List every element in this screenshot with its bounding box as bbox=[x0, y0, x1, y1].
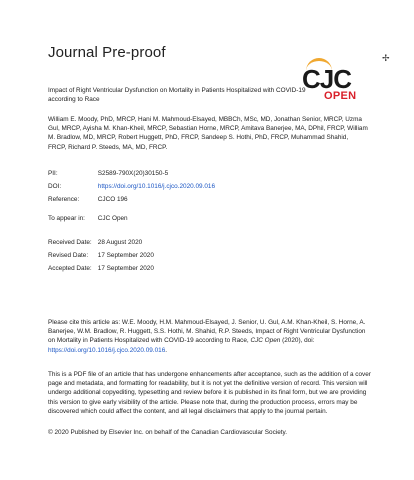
meta-label: Received Date: bbox=[48, 239, 92, 246]
meta-accepted bbox=[48, 265, 154, 272]
meta-received bbox=[48, 239, 142, 246]
article-title: Impact of Right Ventricular Dysfunction on Mortality in Patients Hospitalized with COVID-19 according to Race bbox=[48, 87, 306, 103]
meta-value: CJCO 196 bbox=[97, 196, 128, 203]
meta-label: To appear in: bbox=[48, 215, 85, 222]
citation-paragraph bbox=[48, 318, 368, 355]
citation-suffix: . bbox=[165, 346, 168, 354]
meta-reference bbox=[48, 196, 128, 203]
citation-journal: CJC Open bbox=[250, 337, 281, 345]
meta-revised bbox=[48, 252, 154, 259]
logo-main-text: CJC bbox=[302, 64, 352, 94]
citation-doi-link[interactable]: https://doi.org/10.1016/j.cjco.2020.09.016 bbox=[48, 346, 166, 354]
elsevier-tree-icon: ✢ bbox=[382, 54, 390, 64]
meta-appear bbox=[48, 215, 128, 222]
meta-pii bbox=[48, 170, 168, 177]
meta-value: S2589-790X(20)30150-5 bbox=[97, 170, 169, 177]
article-authors: William E. Moody, PhD, MRCP, Hani M. Mahmoud-Elsayed, MBBCh, MSc, MD, Jonathan Senior, MRCP, Uzma Gul, MRCP, Ayisha M. Khan-Kheil, MRCP, Sebastian Horne, MRCP, Amitava Banerjee, MA, DPhil, FRCP, William M. Bradlow, MD, MRCP, Robert Huggett, PhD, FRCP, Sandeep S. Hothi, PhD, FRCP, Muhammad Shahid, FRCP, Richard P. Steeds, MA, MD, FRCP. bbox=[48, 116, 368, 151]
meta-label: PII: bbox=[48, 170, 58, 177]
meta-value: CJC Open bbox=[97, 215, 128, 222]
logo-sub-text: OPEN bbox=[324, 90, 357, 102]
citation-year: (2020), doi: bbox=[282, 337, 315, 345]
meta-label: Accepted Date: bbox=[48, 265, 92, 272]
meta-value: 17 September 2020 bbox=[97, 252, 154, 259]
meta-value: 17 September 2020 bbox=[97, 265, 154, 272]
copyright-notice: © 2020 Published by Elsevier Inc. on behalf of the Canadian Cardiovascular Society. bbox=[48, 429, 288, 436]
doi-link[interactable]: https://doi.org/10.1016/j.cjco.2020.09.016 bbox=[97, 183, 216, 190]
meta-value: 28 August 2020 bbox=[97, 239, 143, 246]
page-title: Journal Pre-proof bbox=[48, 44, 166, 61]
meta-label: Reference: bbox=[48, 196, 80, 203]
meta-label: DOI: bbox=[48, 183, 62, 190]
disclaimer-paragraph: This is a PDF file of an article that has undergone enhancements after acceptance, such as the addition of a cover page and metadata, and formatting for readability, but it is not yet the definitive version of record. This version will undergo additional copyediting, typesetting and review before it is published in its final form, but we are providing this version to give early visibility of the article. Please note that, during the production process, errors may be discovered which could affect the content, and all legal disclaimers that apply to the journal pertain. bbox=[48, 371, 371, 415]
meta-doi bbox=[48, 183, 215, 190]
meta-label: Revised Date: bbox=[48, 252, 89, 259]
citation-text: Please cite this article as: W.E. Moody, H.M. Mahmoud-Elsayed, J. Senior, U. Gul, A.M. Khan-Kheil, S. Horne, A. Banerjee, W.M. Bradlow, R. Huggett, S.S. Hothi, M. Shahid, R.P. Steeds, Impact of Right Ventricular Dysfunction on Mortality in Patients Hospitalized with COVID-19 according to Race, bbox=[48, 319, 366, 345]
